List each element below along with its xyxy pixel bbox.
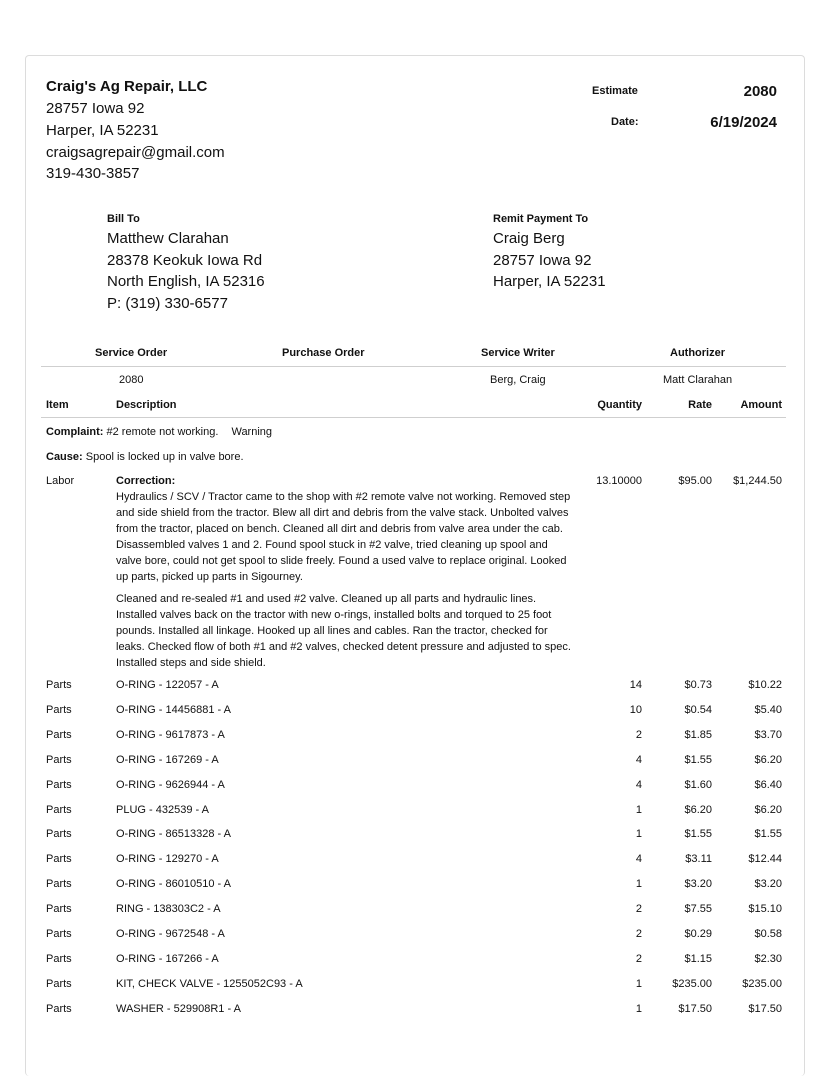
parts-row	[0, 1003, 828, 1019]
part-description: O-RING - 14456881 - A	[116, 704, 231, 716]
company-name: Craig's Ag Repair, LLC	[46, 78, 208, 95]
authorizer-header: Authorizer	[670, 347, 725, 359]
complaint-tag: Warning	[231, 426, 273, 438]
part-rate: $3.20	[684, 878, 712, 890]
parts-row	[0, 754, 828, 770]
parts-row	[0, 903, 828, 919]
part-item: Parts	[46, 779, 72, 791]
part-quantity: 1	[635, 1003, 642, 1015]
part-quantity: 1	[635, 878, 642, 890]
part-item: Parts	[46, 953, 72, 965]
part-rate: $1.60	[684, 779, 712, 791]
part-rate: $1.85	[684, 729, 712, 741]
part-rate: $235.00	[672, 978, 712, 990]
parts-row	[0, 729, 828, 745]
amount-column-header: Amount	[740, 399, 782, 411]
parts-row	[0, 878, 828, 894]
rate-column-header: Rate	[688, 399, 712, 411]
part-rate: $6.20	[684, 804, 712, 816]
labor-amount: $1,244.50	[733, 475, 782, 487]
part-amount: $6.40	[754, 779, 782, 791]
part-description: KIT, CHECK VALVE - 1255052C93 - A	[116, 978, 303, 990]
correction-paragraph-1: Hydraulics / SCV / Tractor came to the shop with #2 remote valve not working. Removed step and side shield from the tractor. Blew all dirt and debris from the valve stack. Unbolted valves from the tractor, placed on bench. Cleaned all dirt and debris from valve area under the cab. Disassembled valves 1 and 2. Found spool stuck in #2 valve, tried cleaning up spool and valve bore, could not get spool to slide freely. Found a used valve to replace original. Looked up parts, picked up parts in Sigourney.	[116, 491, 571, 583]
part-item: Parts	[46, 878, 72, 890]
date-label: Date:	[611, 116, 639, 128]
part-item: Parts	[46, 1003, 72, 1015]
part-description: O-RING - 129270 - A	[116, 853, 219, 865]
correction-paragraph-2: Cleaned and re-sealed #1 and used #2 valve. Cleaned up all parts and hydraulic lines. Installed valves back on the tractor with new o-rings, installed bolts and torqued to 25 foot pounds. Installed all linkage. Hooked up all lines and cables. Ran the tractor, checked for leaks. Checked flow of both #1 and #2 valves, checked detent pressure and adjusted to spec. Installed steps and side shield.	[116, 593, 571, 669]
part-quantity: 1	[635, 978, 642, 990]
parts-row	[0, 828, 828, 844]
part-rate: $1.55	[684, 828, 712, 840]
cause-label: Cause:	[46, 451, 83, 463]
part-amount: $0.58	[754, 928, 782, 940]
part-description: RING - 138303C2 - A	[116, 903, 221, 915]
part-amount: $3.70	[754, 729, 782, 741]
part-description: O-RING - 9672548 - A	[116, 928, 225, 940]
part-rate: $0.29	[684, 928, 712, 940]
parts-row	[0, 804, 828, 820]
labor-item: Labor	[46, 475, 75, 487]
part-description: O-RING - 122057 - A	[116, 679, 219, 691]
quantity-column-header: Quantity	[597, 399, 642, 411]
part-amount: $3.20	[754, 878, 782, 890]
part-amount: $15.10	[748, 903, 782, 915]
complaint-line	[46, 426, 272, 438]
bill-to-label: Bill To	[107, 213, 140, 225]
part-description: O-RING - 86513328 - A	[116, 828, 231, 840]
part-item: Parts	[46, 903, 72, 915]
part-quantity: 1	[635, 828, 642, 840]
part-item: Parts	[46, 754, 72, 766]
part-amount: $6.20	[754, 804, 782, 816]
remit-to-name: Craig Berg	[493, 230, 565, 247]
parts-row	[0, 779, 828, 795]
estimate-date: 6/19/2024	[710, 114, 777, 131]
bill-to-name: Matthew Clarahan	[107, 230, 229, 247]
authorizer-value: Matt Clarahan	[663, 374, 733, 386]
order-header-divider	[41, 366, 786, 367]
parts-row	[0, 928, 828, 944]
part-quantity: 2	[635, 953, 642, 965]
part-quantity: 2	[635, 903, 642, 915]
part-quantity: 4	[635, 754, 642, 766]
part-rate: $0.54	[684, 704, 712, 716]
part-rate: $7.55	[684, 903, 712, 915]
estimate-label: Estimate	[592, 85, 638, 97]
complaint-label: Complaint:	[46, 426, 104, 438]
part-description: PLUG - 432539 - A	[116, 804, 209, 816]
part-rate: $1.15	[684, 953, 712, 965]
parts-row	[0, 978, 828, 994]
service-order-header: Service Order	[95, 347, 168, 359]
complaint-text: #2 remote not working.	[106, 426, 219, 438]
part-amount: $12.44	[748, 853, 782, 865]
part-item: Parts	[46, 729, 72, 741]
parts-row	[0, 953, 828, 969]
service-writer-value: Berg, Craig	[490, 374, 546, 386]
parts-row	[0, 679, 828, 695]
part-item: Parts	[46, 828, 72, 840]
part-amount: $2.30	[754, 953, 782, 965]
bill-to-city: North English, IA 52316	[107, 273, 265, 290]
remit-to-label: Remit Payment To	[493, 213, 589, 225]
company-street: 28757 Iowa 92	[46, 100, 145, 117]
part-amount: $235.00	[742, 978, 782, 990]
part-rate: $0.73	[684, 679, 712, 691]
items-header-divider	[41, 417, 786, 418]
service-writer-header: Service Writer	[481, 347, 555, 359]
part-quantity: 2	[635, 729, 642, 741]
labor-quantity: 13.10000	[596, 475, 642, 487]
part-description: O-RING - 9617873 - A	[116, 729, 225, 741]
part-item: Parts	[46, 853, 72, 865]
part-quantity: 2	[635, 928, 642, 940]
remit-to-city: Harper, IA 52231	[493, 273, 606, 290]
part-description: O-RING - 167266 - A	[116, 953, 219, 965]
part-description: O-RING - 86010510 - A	[116, 878, 231, 890]
part-rate: $3.11	[685, 853, 712, 865]
part-quantity: 1	[635, 804, 642, 816]
part-amount: $5.40	[754, 704, 782, 716]
part-rate: $1.55	[684, 754, 712, 766]
part-quantity: 14	[629, 679, 642, 691]
bill-to-street: 28378 Keokuk Iowa Rd	[107, 252, 263, 269]
service-order-value: 2080	[119, 374, 144, 386]
company-city: Harper, IA 52231	[46, 122, 159, 139]
part-quantity: 10	[629, 704, 642, 716]
cause-line	[46, 451, 244, 463]
bill-to-phone: P: (319) 330-6577	[107, 295, 228, 312]
cause-text: Spool is locked up in valve bore.	[85, 451, 244, 463]
part-item: Parts	[46, 804, 72, 816]
correction-label: Correction:	[116, 475, 176, 487]
part-item: Parts	[46, 978, 72, 990]
part-item: Parts	[46, 704, 72, 716]
estimate-number: 2080	[743, 83, 777, 100]
part-amount: $6.20	[754, 754, 782, 766]
part-quantity: 4	[635, 853, 642, 865]
part-amount: $1.55	[754, 828, 782, 840]
company-email: craigsagrepair@gmail.com	[46, 144, 225, 161]
part-item: Parts	[46, 928, 72, 940]
remit-to-street: 28757 Iowa 92	[493, 252, 592, 269]
part-rate: $17.50	[678, 1003, 712, 1015]
company-phone: 319-430-3857	[46, 165, 140, 182]
part-item: Parts	[46, 679, 72, 691]
labor-rate: $95.00	[678, 475, 712, 487]
part-description: O-RING - 167269 - A	[116, 754, 219, 766]
description-column-header: Description	[116, 399, 177, 411]
part-description: WASHER - 529908R1 - A	[116, 1003, 241, 1015]
part-description: O-RING - 9626944 - A	[116, 779, 225, 791]
item-column-header: Item	[46, 399, 69, 411]
purchase-order-header: Purchase Order	[282, 347, 365, 359]
part-amount: $10.22	[748, 679, 782, 691]
parts-row	[0, 853, 828, 869]
parts-row	[0, 704, 828, 720]
part-amount: $17.50	[748, 1003, 782, 1015]
part-quantity: 4	[635, 779, 642, 791]
